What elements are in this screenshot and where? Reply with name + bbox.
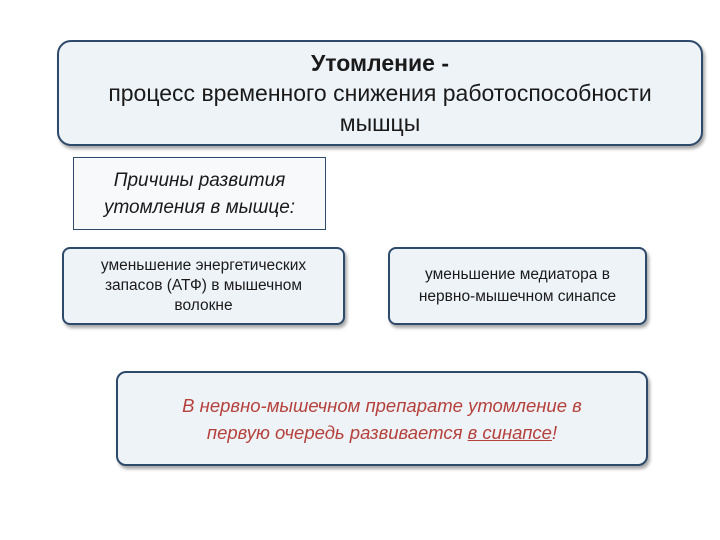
cause-mediator-box bbox=[388, 247, 647, 325]
definition-title: Утомление - bbox=[311, 50, 449, 76]
cause-energy-box bbox=[62, 247, 345, 325]
cause-mediator-line1: уменьшение медиатора в bbox=[425, 266, 610, 283]
synapse-note-line1: В нервно-мышечном препарате утомление в bbox=[182, 394, 582, 416]
causes-header-line1: Причины развития bbox=[113, 169, 286, 191]
definition-text-line1: процесс временного снижения работоспособности bbox=[108, 80, 652, 106]
definition-text-line2: мышцы bbox=[339, 110, 421, 136]
cause-mediator-line2: нервно-мышечном синапсе bbox=[418, 288, 617, 305]
synapse-note-line2-start: первую очередь развивается bbox=[206, 421, 468, 443]
synapse-note-line2 bbox=[207, 419, 557, 446]
synapse-note-box bbox=[116, 371, 648, 466]
synapse-note-line2-end: ! bbox=[551, 421, 558, 443]
synapse-note-emphasis: в синапсе bbox=[467, 421, 552, 443]
cause-energy-line3: волокне bbox=[174, 297, 233, 314]
causes-header-box bbox=[73, 157, 326, 230]
cause-energy-line2: запасов (АТФ) в мышечном bbox=[104, 277, 303, 294]
cause-energy-line1: уменьшение энергетических bbox=[100, 257, 307, 274]
definition-box bbox=[57, 40, 703, 146]
causes-header-line2: утомления в мышце: bbox=[103, 196, 296, 218]
